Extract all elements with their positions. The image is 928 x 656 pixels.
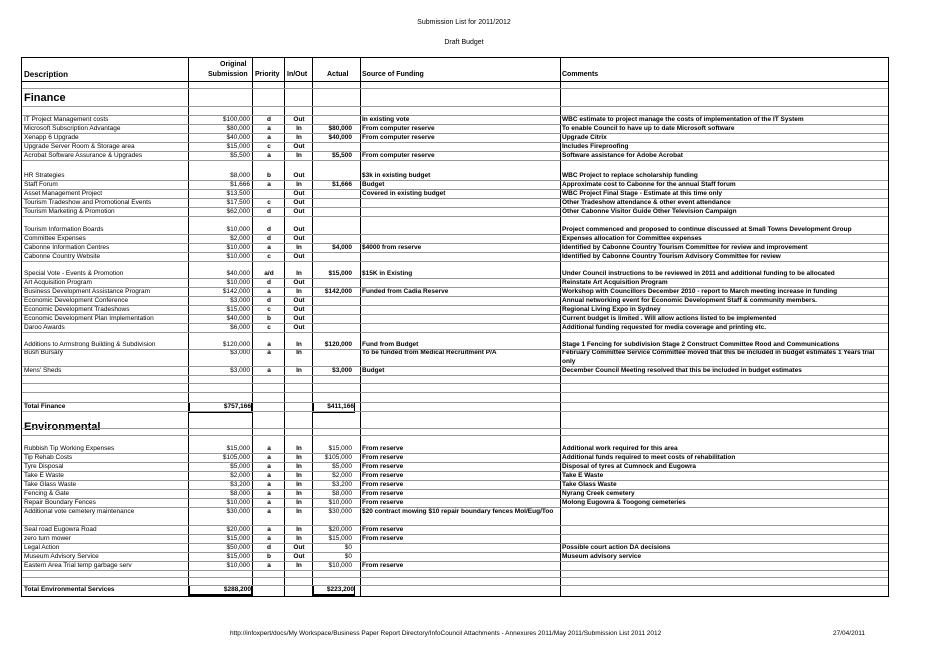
row-description: IT Project Management costs	[24, 116, 109, 123]
row-inout: In	[296, 562, 302, 569]
environmental-heading: Environmental	[24, 421, 101, 433]
table-row	[22, 115, 888, 124]
row-original: $10,000	[226, 226, 250, 233]
row-original: $50,000	[226, 544, 250, 551]
table-row	[22, 234, 888, 243]
row-source: From reserve	[362, 454, 404, 461]
table-row	[22, 189, 888, 198]
row-original: $62,000	[226, 208, 250, 215]
row-description: Legal Action	[24, 544, 60, 551]
row-original: $15,000	[226, 553, 250, 560]
col-inout: In/Out	[287, 71, 308, 78]
row-priority: d	[267, 544, 271, 551]
row-original: $40,000	[226, 315, 250, 322]
table-row	[22, 180, 888, 189]
row-source: From computer reserve	[362, 152, 435, 159]
row-priority: d	[267, 208, 271, 215]
table-row	[22, 498, 888, 507]
row-source: From reserve	[362, 499, 404, 506]
row-description: Fencing & Gate	[24, 490, 70, 497]
row-description: HR Strategies	[24, 172, 65, 179]
row-original: $40,000	[226, 134, 250, 141]
row-description: Staff Forum	[24, 181, 58, 188]
row-inout: Out	[293, 297, 305, 304]
row-description: Cabonne Information Centres	[24, 244, 110, 251]
row-original: $3,200	[230, 481, 250, 488]
row-original: $17,500	[226, 199, 250, 206]
row-actual: $20,000	[328, 526, 352, 533]
row-description: Upgrade Server Room & Storage area	[24, 143, 135, 150]
table-row	[22, 366, 888, 375]
row-inout: Out	[293, 324, 305, 331]
row-original: $10,000	[226, 253, 250, 260]
table-row	[22, 133, 888, 142]
row-comments: Software assistance for Adobe Acrobat	[562, 152, 683, 159]
row-comments: Museum advisory service	[562, 553, 642, 560]
row-comments: February Committee Service Committee moved that this be included in budget estimates 1 Years trial only	[562, 349, 875, 365]
row-comments: Identified by Cabonne Country Tourism Advisory Committee for review	[562, 253, 781, 260]
row-comments: Workshop with Councillors December 2010 - report to March meeting increase in funding	[562, 288, 838, 295]
row-original: $3,000	[230, 297, 250, 304]
row-priority: c	[267, 199, 271, 206]
row-priority: c	[267, 306, 271, 313]
row-description: Tyre Disposal	[24, 463, 64, 470]
row-inout: In	[296, 125, 302, 132]
row-comments: Upgrade Citrix	[562, 134, 607, 141]
row-source: $4000 from reserve	[362, 244, 422, 251]
row-source: From reserve	[362, 562, 404, 569]
row-source: $3k in existing budget	[362, 172, 431, 179]
row-priority: a	[267, 445, 271, 452]
row-source: Fund from Budget	[362, 341, 419, 348]
row-inout: In	[296, 463, 302, 470]
row-source: From computer reserve	[362, 125, 435, 132]
row-description: Xenapp 6 Upgrade	[24, 134, 79, 141]
row-actual: $4,000	[332, 244, 352, 251]
row-description: Take Glass Waste	[24, 481, 77, 488]
row-original: $1,666	[230, 181, 250, 188]
row-original: $2,000	[230, 235, 250, 242]
col-comments: Comments	[562, 71, 599, 78]
row-priority: a	[267, 508, 271, 515]
row-actual: $120,000	[324, 341, 352, 348]
row-description: Tourism Marketing & Promotion	[24, 208, 115, 215]
row-description: Bush Bursary	[24, 349, 64, 356]
col-original-1: Original	[220, 61, 247, 68]
table-row	[22, 151, 888, 160]
table-row	[22, 453, 888, 462]
row-actual: $105,000	[324, 454, 352, 461]
row-inout: Out	[293, 208, 305, 215]
row-priority: b	[267, 553, 271, 560]
spreadsheet	[21, 57, 889, 597]
row-description: Additional vote cemetery maintenance	[24, 508, 135, 515]
row-comments: Other Cabonne Visitor Guide Other Television Campaign	[562, 208, 737, 215]
row-original: $105,000	[222, 454, 250, 461]
row-comments: Current budget is limited . Will allow actions listed to be implemented	[562, 315, 777, 322]
row-source: $20 contract mowing $10 repair boundary fences Mol/Eug/Too	[362, 508, 554, 515]
row-original: $13,500	[226, 190, 250, 197]
table-row	[22, 252, 888, 261]
row-original: $80,000	[226, 125, 250, 132]
row-description: Economic Development Plan Implementation	[24, 315, 154, 322]
table-row	[22, 296, 888, 305]
row-original: $3,000	[230, 349, 250, 356]
row-inout: Out	[293, 172, 305, 179]
row-comments: Reinstate Art Acquisition Program	[562, 279, 668, 286]
footer-date: 27/04/2011	[833, 630, 866, 637]
row-actual: $142,000	[324, 288, 352, 295]
row-inout: Out	[293, 279, 305, 286]
row-priority: d	[267, 226, 271, 233]
row-inout: In	[296, 526, 302, 533]
row-actual: $80,000	[328, 125, 352, 132]
table-row	[22, 124, 888, 133]
row-actual: $0	[344, 553, 352, 560]
row-priority: d	[267, 116, 271, 123]
row-comments: Disposal of tyres at Cumnock and Eugowra	[562, 463, 696, 470]
row-source: From reserve	[362, 445, 404, 452]
row-priority: b	[267, 315, 271, 322]
row-original: $5,500	[230, 152, 250, 159]
table-row	[22, 471, 888, 480]
table-row	[22, 525, 888, 534]
row-priority: c	[267, 143, 271, 150]
row-original: $15,000	[226, 535, 250, 542]
row-source: From reserve	[362, 463, 404, 470]
row-comments: Annual networking event for Economic Development Staff & community members.	[562, 297, 817, 304]
row-original: $3,000	[230, 367, 250, 374]
table-row	[22, 198, 888, 207]
row-actual: $5,000	[332, 463, 352, 470]
row-comments: Additional funds required to meet costs of rehabilitation	[562, 454, 736, 461]
row-original: $8,000	[230, 490, 250, 497]
row-description: Art Acquisition Program	[24, 279, 92, 286]
row-comments: Approximate cost to Cabonne for the annual Staff forum	[562, 181, 736, 188]
row-comments: Additional funding requested for media coverage and printing etc.	[562, 324, 767, 331]
row-actual: $40,000	[328, 134, 352, 141]
row-description: Eastern Area Trial temp garbage serv	[24, 562, 132, 569]
row-comments: Stage 1 Fencing for subdivision Stage 2 Construct Committee Rood and Communications	[562, 341, 840, 348]
row-priority: a	[267, 472, 271, 479]
row-description: Asset Management Project	[24, 190, 103, 197]
row-priority: a	[267, 367, 271, 374]
table-row	[22, 561, 888, 570]
row-original: $10,000	[226, 562, 250, 569]
row-comments: Nyrang Creek cemetery	[562, 490, 635, 497]
row-original: $15,000	[226, 306, 250, 313]
row-priority: c	[267, 253, 271, 260]
row-inout: In	[296, 152, 302, 159]
row-original: $8,000	[230, 172, 250, 179]
row-inout: In	[296, 481, 302, 488]
environmental-total-row	[22, 585, 888, 594]
row-actual: $5,500	[332, 152, 352, 159]
row-inout: Out	[293, 190, 305, 197]
row-comments: Includes Fireproofing	[562, 143, 629, 150]
row-description: Economic Development Conference	[24, 297, 129, 304]
table-row	[22, 314, 888, 323]
row-priority: d	[267, 235, 271, 242]
row-inout: In	[296, 445, 302, 452]
row-description: Take E Waste	[24, 472, 64, 479]
row-original: $120,000	[222, 341, 250, 348]
row-comments: Regional Living Expo in Sydney	[562, 306, 661, 313]
table-row	[22, 534, 888, 543]
row-actual: $10,000	[328, 562, 352, 569]
row-inout: Out	[293, 306, 305, 313]
row-inout: In	[296, 270, 302, 277]
environmental-total-actual: $223,200	[313, 585, 355, 596]
row-description: Rubbish Tip Working Expenses	[24, 445, 115, 452]
finance-total-original: $757,166	[189, 402, 252, 413]
row-comments: Additional work required for this area	[562, 445, 678, 452]
row-priority: a	[267, 562, 271, 569]
row-original: $40,000	[226, 270, 250, 277]
table-row	[22, 323, 888, 332]
table-row	[22, 207, 888, 216]
row-original: $5,000	[230, 463, 250, 470]
finance-total-label: Total Finance	[24, 403, 66, 410]
row-description: Seal road Eugowra Road	[24, 526, 97, 533]
row-priority: a	[267, 125, 271, 132]
row-inout: In	[296, 134, 302, 141]
row-actual: $15,000	[328, 270, 352, 277]
row-original: $142,000	[222, 288, 250, 295]
row-source: Budget	[362, 181, 385, 188]
row-comments: Molong Eugowra & Toogong cemeteries	[562, 499, 686, 506]
row-original: $10,000	[226, 499, 250, 506]
row-priority: d	[267, 279, 271, 286]
row-priority: a	[267, 499, 271, 506]
row-description: Additions to Armstrong Building & Subdivision	[24, 341, 156, 348]
row-comments: Possible court action DA decisions	[562, 544, 671, 551]
row-priority: d	[267, 297, 271, 304]
row-source: From reserve	[362, 481, 404, 488]
row-inout: In	[296, 499, 302, 506]
row-priority: a	[267, 152, 271, 159]
row-inout: In	[296, 341, 302, 348]
table-row	[22, 489, 888, 498]
row-priority: a	[267, 526, 271, 533]
finance-total-actual: $411,166	[313, 402, 355, 413]
row-actual: $15,000	[328, 445, 352, 452]
row-inout: In	[296, 535, 302, 542]
table-row	[22, 305, 888, 314]
col-original-2: Submission	[208, 71, 248, 78]
table-row	[22, 480, 888, 489]
row-inout: Out	[293, 315, 305, 322]
row-inout: In	[296, 288, 302, 295]
row-inout: In	[296, 472, 302, 479]
row-inout: In	[296, 349, 302, 356]
row-description: Committee Expenses	[24, 235, 86, 242]
environmental-total-original: $288,200	[189, 585, 252, 596]
row-description: Business Development Assistance Program	[24, 288, 151, 295]
row-original: $15,000	[226, 143, 250, 150]
row-description: Mens' Sheds	[24, 367, 62, 374]
table-row	[22, 269, 888, 278]
row-inout: In	[296, 244, 302, 251]
row-original: $15,000	[226, 445, 250, 452]
document-title: Submission List for 2011/2012	[417, 19, 511, 26]
row-inout: In	[296, 181, 302, 188]
row-inout: In	[296, 490, 302, 497]
footer-path: http://infoxpert/docs/My Workspace/Business Paper Report Directory/InfoCouncil Attachments - Annexures 2011/May 2011/Submission List 2011 2012	[230, 630, 662, 637]
row-priority: c	[267, 324, 271, 331]
row-inout: Out	[293, 199, 305, 206]
environmental-total-label: Total Environmental Services	[24, 586, 115, 593]
row-source: From reserve	[362, 472, 404, 479]
row-comments: Project commenced and proposed to continue discussed at Small Towns Development Group	[562, 226, 852, 233]
row-description: Microsoft Subscription Advantage	[24, 125, 121, 132]
row-actual: $8,000	[332, 490, 352, 497]
finance-total-row	[22, 402, 888, 411]
row-actual: $3,200	[332, 481, 352, 488]
row-actual: $3,000	[332, 367, 352, 374]
row-original: $10,000	[226, 244, 250, 251]
row-inout: In	[296, 367, 302, 374]
row-comments: Under Council instructions to be reviewed in 2011 and additional funding to be allocated	[562, 270, 835, 277]
row-source: From reserve	[362, 490, 404, 497]
row-priority: a	[267, 481, 271, 488]
row-original: $20,000	[226, 526, 250, 533]
row-comments: WBC Project to replace scholarship funding	[562, 172, 698, 179]
row-inout: Out	[293, 143, 305, 150]
row-inout: Out	[293, 253, 305, 260]
row-comments: To enable Council to have up to date Microsoft software	[562, 125, 735, 132]
row-priority: a	[267, 341, 271, 348]
row-source: To be funded from Medical Recruitment P/A	[362, 349, 497, 356]
table-row	[22, 171, 888, 180]
row-actual: $0	[344, 544, 352, 551]
row-source: From computer reserve	[362, 134, 435, 141]
row-priority: a/d	[264, 270, 274, 277]
row-description: Tourism Information Boards	[24, 226, 104, 233]
row-original: $6,000	[230, 324, 250, 331]
row-source: $15K in Existing	[362, 270, 413, 277]
table-row	[22, 287, 888, 296]
row-comments: Expenses allocation for Committee expenses	[562, 235, 702, 242]
row-inout: Out	[293, 116, 305, 123]
col-description: Description	[24, 70, 69, 79]
row-comments: WBC estimate to project manage the costs of implementation of the IT System	[562, 116, 804, 123]
row-description: Acrobat Software Assurance & Upgrades	[24, 152, 143, 159]
row-priority: a	[267, 134, 271, 141]
row-inout: Out	[293, 235, 305, 242]
table-row	[22, 278, 888, 287]
table-row	[22, 225, 888, 234]
row-description: Tip Rehab Costs	[24, 454, 73, 461]
row-source: In existing vote	[362, 116, 410, 123]
table-row	[22, 543, 888, 552]
row-original: $100,000	[222, 116, 250, 123]
finance-heading: Finance	[24, 92, 66, 104]
row-priority: a	[267, 288, 271, 295]
row-priority: a	[267, 181, 271, 188]
row-comments: Other Tradeshow attendance & other event attendance	[562, 199, 731, 206]
table-row	[22, 552, 888, 561]
row-actual: $15,000	[328, 535, 352, 542]
row-inout: Out	[293, 553, 305, 560]
table-row	[22, 243, 888, 252]
row-inout: In	[296, 508, 302, 515]
row-description: Tourism Tradeshow and Promotional Events	[24, 199, 152, 206]
row-description: Repair Boundary Fences	[24, 499, 96, 506]
row-description: Daroo Awards	[24, 324, 65, 331]
row-priority: a	[267, 463, 271, 470]
row-comments: WBC Project Final Stage - Estimate at this time only	[562, 190, 723, 197]
col-source: Source of Funding	[362, 71, 424, 78]
row-comments: Identified by Cabonne Country Tourism Committee for review and improvement	[562, 244, 808, 251]
row-actual: $2,000	[332, 472, 352, 479]
row-original: $30,000	[226, 508, 250, 515]
row-priority: a	[267, 244, 271, 251]
table-row	[22, 142, 888, 151]
row-source: Funded from Cadia Reserve	[362, 288, 449, 295]
col-priority: Priority	[255, 71, 280, 78]
row-comments: December Council Meeting resolved that this be included in budget estimates	[562, 367, 802, 374]
row-comments: Take Glass Waste	[562, 481, 617, 488]
row-priority: a	[267, 490, 271, 497]
row-priority: a	[267, 454, 271, 461]
row-actual: $1,666	[332, 181, 352, 188]
row-actual: $10,000	[328, 499, 352, 506]
row-inout: Out	[293, 544, 305, 551]
row-priority: b	[267, 172, 271, 179]
document-subtitle: Draft Budget	[444, 39, 484, 46]
row-original: $10,000	[226, 279, 250, 286]
row-source: Budget	[362, 367, 385, 374]
row-original: $2,000	[230, 472, 250, 479]
row-description: zero turn mower	[24, 535, 71, 542]
table-row	[22, 462, 888, 471]
row-priority: a	[267, 349, 271, 356]
row-description: Special Vote - Events & Promotion	[24, 270, 124, 277]
row-source: From reserve	[362, 526, 404, 533]
row-description: Cabonne Country Website	[24, 253, 101, 260]
row-actual: $30,000	[328, 508, 352, 515]
row-source: Covered in existing budget	[362, 190, 446, 197]
row-comments: Take E Waste	[562, 472, 604, 479]
row-priority: a	[267, 535, 271, 542]
table-row	[22, 444, 888, 453]
row-description: Economic Development Tradeshows	[24, 306, 130, 313]
row-description: Museum Advisory Service	[24, 553, 99, 560]
row-inout: Out	[293, 226, 305, 233]
row-source: From reserve	[362, 535, 404, 542]
row-inout: In	[296, 454, 302, 461]
col-actual: Actual	[327, 71, 349, 78]
